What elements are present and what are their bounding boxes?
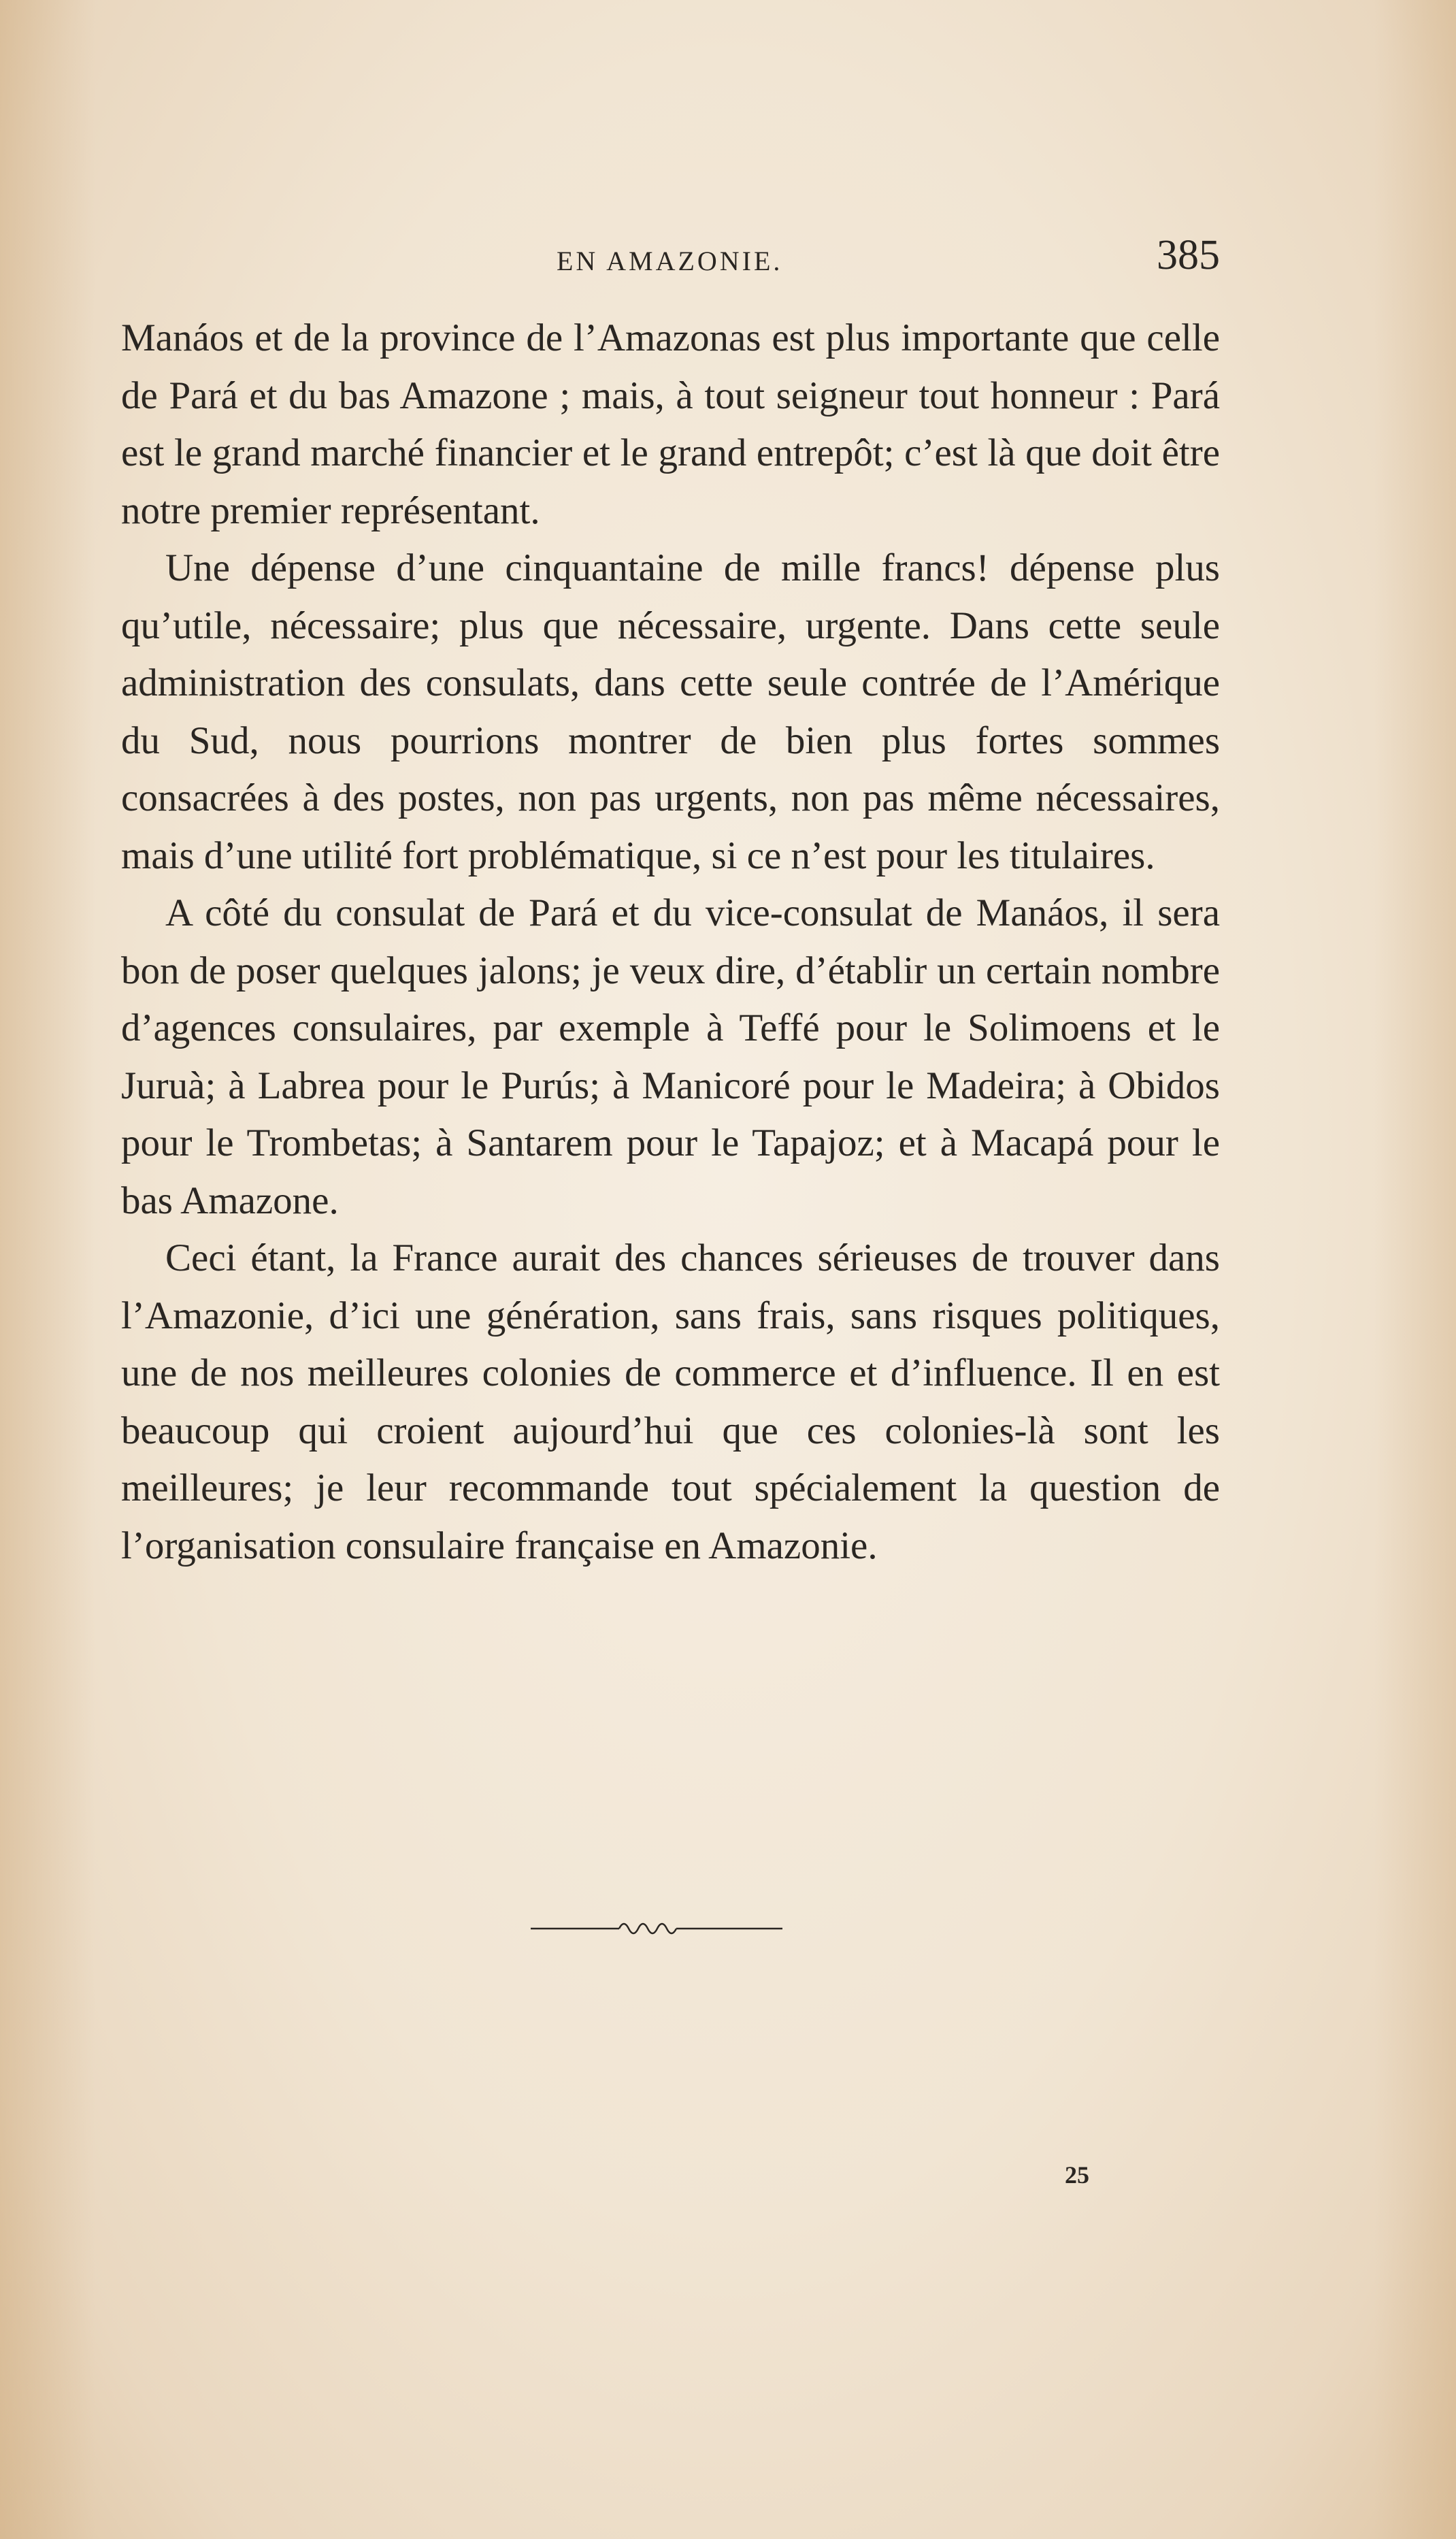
- page-header: [121, 231, 1220, 293]
- paragraph-4: Ceci étant, la France aurait des chances sérieuses de trouver dans l’Amazonie, d’ici une génération, sans frais, sans risques politiques, une de nos meilleures colonies de commerce et d’influence. Il en est beaucoup qui croient aujourd’hui que ces colonies-là sont les meilleures; je leur recommande tout spécialement la question de l’organisation consulaire française en Amazonie.: [121, 1236, 1220, 1567]
- printer-signature: 25: [1065, 2161, 1089, 2189]
- page-edge-shadow-right: [1374, 0, 1456, 2539]
- running-title: EN AMAZONIE.: [557, 246, 783, 276]
- end-ornament: [531, 1912, 782, 1939]
- paragraph-1: Manáos et de la province de l’Amazonas est plus importante que celle de Pará et du bas Amazone ; mais, à tout seigneur tout honneur : Pará est le grand marché financier et le grand entrepôt; c’est là que doit être notre premier représentant.: [121, 316, 1220, 532]
- paragraph-3: A côté du consulat de Pará et du vice-consulat de Manáos, il sera bon de poser quelques jalons; je veux dire, d’établir un certain nombre d’agences consulaires, par exemple à Teffé pour le Solimoens et le Juruà; à Labrea pour le Purús; à Manicoré pour le Madeira; à Obidos pour le Trombetas; à Santarem pour le Tapajoz; et à Macapá pour le bas Amazone.: [121, 891, 1220, 1222]
- page-number: 385: [1157, 232, 1220, 278]
- paragraph-2: Une dépense d’une cinquantaine de mille francs! dépense plus qu’utile, nécessaire; plus que nécessaire, urgente. Dans cette seule administration des consulats, dans cette seule contrée de l’Amérique du Sud, nous pourrions montrer de bien plus fortes sommes consacrées à des postes, non pas urgents, non pas même nécessaires, mais d’une utilité fort problématique, si ce n’est pour les titulaires.: [121, 546, 1220, 877]
- body-text: [121, 310, 1220, 1575]
- page-edge-shadow-left: [0, 0, 95, 2539]
